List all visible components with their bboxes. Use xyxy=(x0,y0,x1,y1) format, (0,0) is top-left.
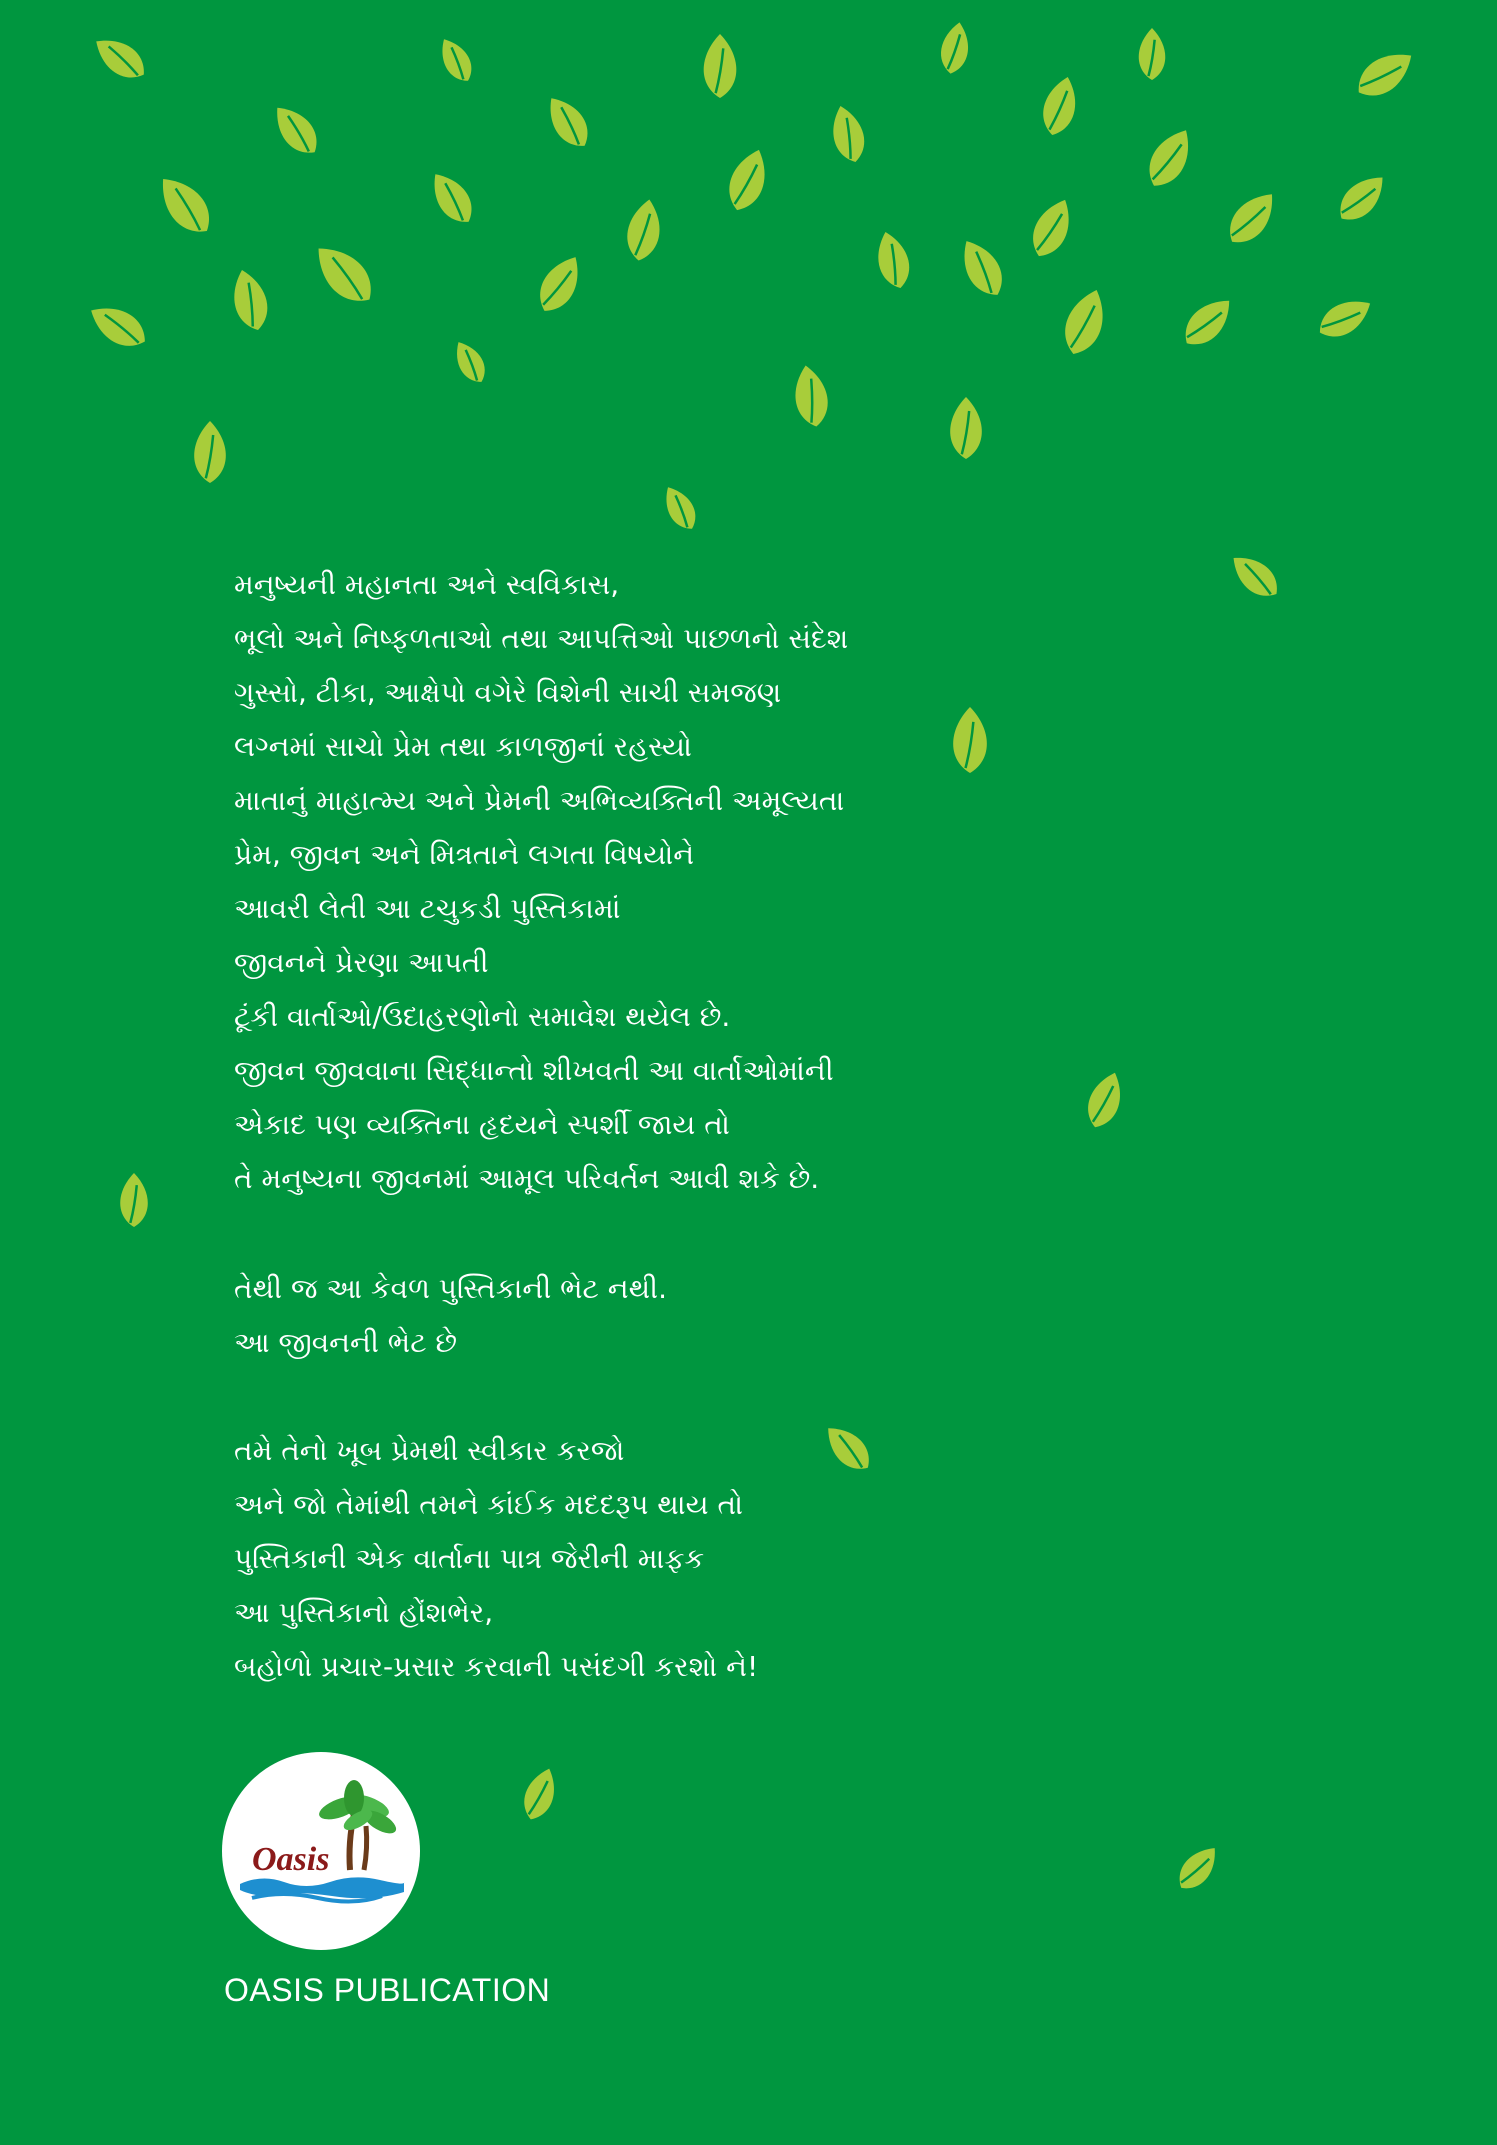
leaf-icon xyxy=(518,1764,562,1824)
leaf-icon xyxy=(1140,122,1200,194)
text-line: આ પુસ્તિકાનો હોંશભેર, xyxy=(234,1596,494,1629)
leaf-icon xyxy=(150,168,220,242)
description-stanza-3 xyxy=(234,1424,758,1694)
leaf-icon xyxy=(539,90,596,154)
leaf-icon xyxy=(1025,193,1080,263)
logo-text: Oasis xyxy=(252,1841,330,1878)
leaf-icon xyxy=(306,236,383,313)
text-line: લગ્નમાં સાચો પ્રેમ તથા કાળજીનાં રહસ્યો xyxy=(234,730,692,763)
leaf-icon xyxy=(194,421,226,483)
leaf-icon xyxy=(1312,291,1377,346)
leaf-icon xyxy=(1081,1068,1129,1133)
text-line: માતાનું માહાત્મ્ય અને પ્રેમની અભિવ્યક્તિની અમૂલ્યતા xyxy=(234,784,845,817)
text-line: જીવન જીવવાના સિદ્ધાન્તો શીખવતી આ વાર્તાઓમાંની xyxy=(234,1054,834,1087)
leaf-icon xyxy=(790,363,832,430)
leaf-icon xyxy=(722,144,775,215)
leaf-icon xyxy=(1171,1840,1225,1897)
leaf-icon xyxy=(623,197,665,264)
text-line: મનુષ્યની મહાનતા અને સ્વવિકાસ, xyxy=(234,568,620,601)
leaf-icon xyxy=(953,707,987,773)
description-stanza-2 xyxy=(234,1262,667,1370)
leaf-icon xyxy=(1037,73,1082,139)
text-line: આવરી લેતી આ ટચુકડી પુસ્તિકામાં xyxy=(234,892,621,925)
leaf-icon xyxy=(953,233,1011,303)
leaf-icon xyxy=(871,228,915,292)
text-line: ગુસ્સો, ટીકા, આક્ષેપો વગેરે વિશેની સાચી સમજણ xyxy=(234,676,782,709)
palm-tree-icon xyxy=(222,1752,420,1950)
text-line: આ જીવનની ભેટ છે xyxy=(234,1326,458,1359)
text-line: તેથી જ આ કેવળ પુસ્તિકાની ભેટ નથી. xyxy=(234,1272,667,1305)
text-line: તે મનુષ્યના જીવનમાં આમૂલ પરિવર્તન આવી શકે છે. xyxy=(234,1162,820,1195)
text-line: ભૂલો અને નિષ્ફળતાઓ તથા આપત્તિઓ પાછળનો સંદેશ xyxy=(234,622,849,655)
leaf-icon xyxy=(950,397,982,459)
leaf-icon xyxy=(88,29,152,86)
text-line: એકાદ પણ વ્યક્તિના હૃદયને સ્પર્શી જાય તો xyxy=(234,1108,730,1141)
leaf-icon xyxy=(818,1418,878,1478)
leaf-icon xyxy=(423,166,480,230)
leaf-icon xyxy=(1139,28,1166,80)
leaf-icon xyxy=(657,481,702,535)
leaf-icon xyxy=(120,1173,148,1227)
leaf-icon xyxy=(83,297,153,355)
leaf-icon xyxy=(1220,184,1284,252)
publisher-name: OASIS PUBLICATION xyxy=(224,1972,551,2008)
leaf-icon xyxy=(1349,42,1420,105)
leaf-icon xyxy=(433,33,478,87)
oasis-publication-logo xyxy=(222,1752,420,1950)
leaf-icon xyxy=(448,336,491,388)
leaf-icon xyxy=(531,249,589,319)
text-line: ટૂંકી વાર્તાઓ/ઉદાહરણોનો સમાવેશ થયેલ છે. xyxy=(234,1000,731,1033)
leaf-icon xyxy=(704,34,737,98)
leaf-icon xyxy=(227,266,274,334)
leaf-icon xyxy=(826,102,870,166)
text-line: તમે તેનો ખૂબ પ્રેમથી સ્વીકાર કરજો xyxy=(234,1434,625,1467)
text-line: અને જો તેમાંથી તમને કાંઈક મદદરૂપ થાય તો xyxy=(234,1488,744,1521)
leaf-icon xyxy=(1176,290,1240,354)
text-line: પ્રેમ, જીવન અને મિત્રતાને લગતા વિષયોને xyxy=(234,838,695,871)
text-line: પુસ્તિકાની એક વાર્તાના પાત્ર જેરીની માફક xyxy=(234,1542,705,1575)
leaf-icon xyxy=(1331,167,1393,229)
leaf-icon xyxy=(266,98,326,161)
leaf-icon xyxy=(1057,284,1113,360)
description-stanza-1 xyxy=(234,558,848,1206)
leaf-icon xyxy=(1224,547,1285,605)
text-line: જીવનને પ્રેરણા આપતી xyxy=(234,946,489,979)
leaf-icon xyxy=(937,20,972,76)
text-line: બહોળો પ્રચાર-પ્રસાર કરવાની પસંદગી કરશો ને! xyxy=(234,1650,759,1683)
